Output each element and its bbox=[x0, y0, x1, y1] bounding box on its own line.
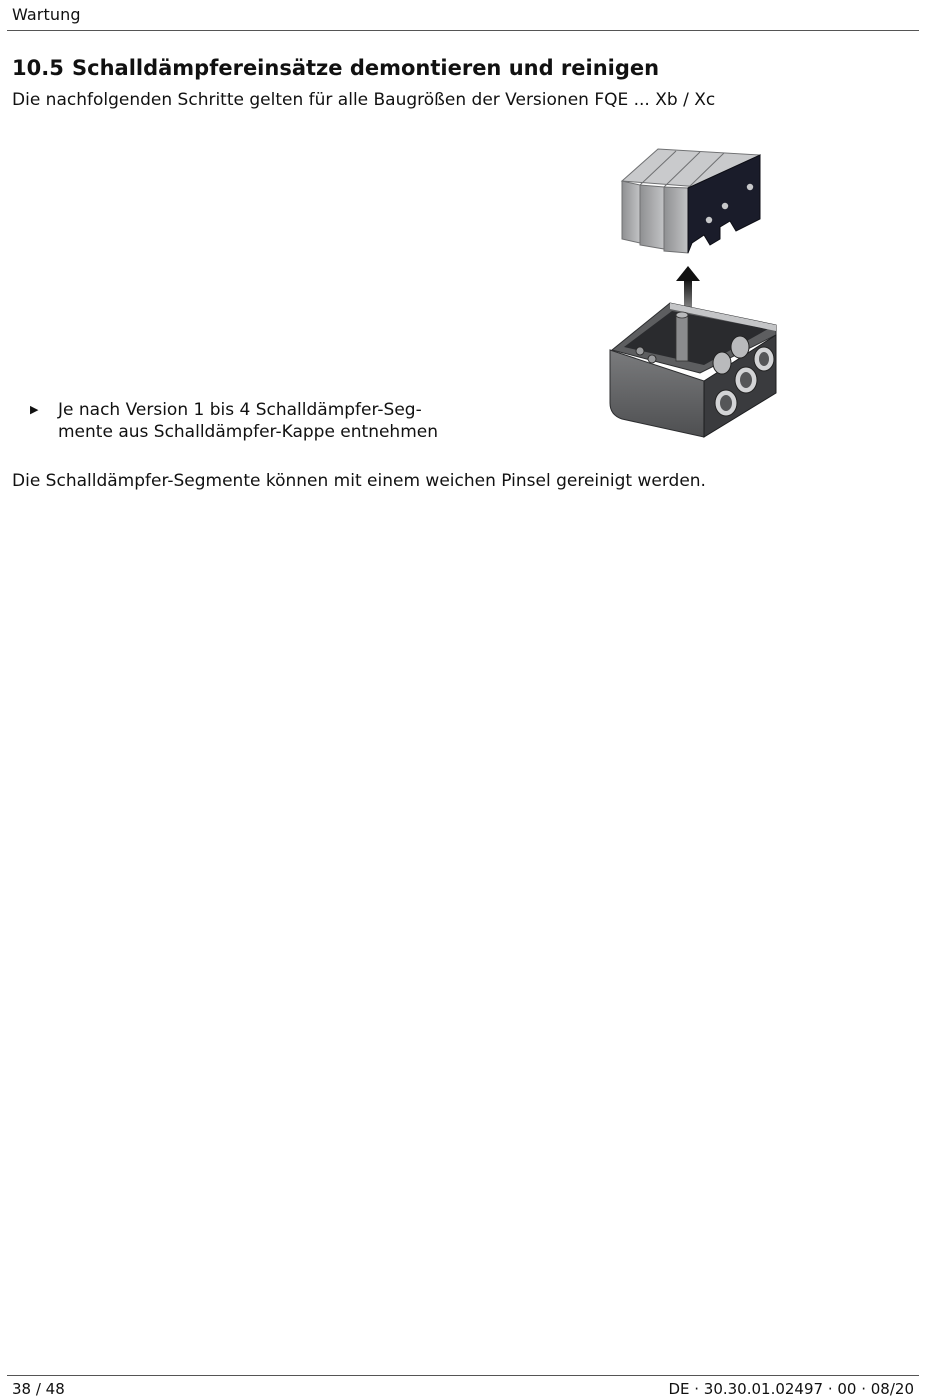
document-id: DE · 30.30.01.02497 · 00 · 08/20 bbox=[668, 1380, 914, 1398]
silencer-insert-removal-illustration bbox=[600, 135, 790, 445]
triangle-right-icon: ▶ bbox=[30, 403, 39, 416]
instruction-step bbox=[30, 399, 438, 443]
step-line-2: mente aus Schalldämpfer-Kappe entnehmen bbox=[58, 422, 439, 442]
silencer-cap bbox=[610, 303, 776, 437]
section-title: Schalldämpfereinsätze demontieren und reinigen bbox=[72, 56, 660, 80]
section-number: 10.5 bbox=[12, 56, 64, 80]
section-heading bbox=[12, 56, 659, 80]
page-number: 38 / 48 bbox=[12, 1380, 65, 1398]
intro-paragraph: Die nachfolgenden Schritte gelten für alle Baugrößen der Versionen FQE ... Xb / Xc bbox=[12, 90, 716, 110]
silencer-segments bbox=[622, 149, 760, 253]
step-line-1: Je nach Version 1 bis 4 Schalldämpfer-Seg- bbox=[58, 400, 422, 420]
running-header: Wartung bbox=[12, 5, 81, 24]
cleaning-note: Die Schalldämpfer-Segmente können mit einem weichen Pinsel gereinigt werden. bbox=[12, 471, 706, 491]
footer-divider bbox=[7, 1375, 919, 1376]
header-divider bbox=[7, 30, 919, 31]
